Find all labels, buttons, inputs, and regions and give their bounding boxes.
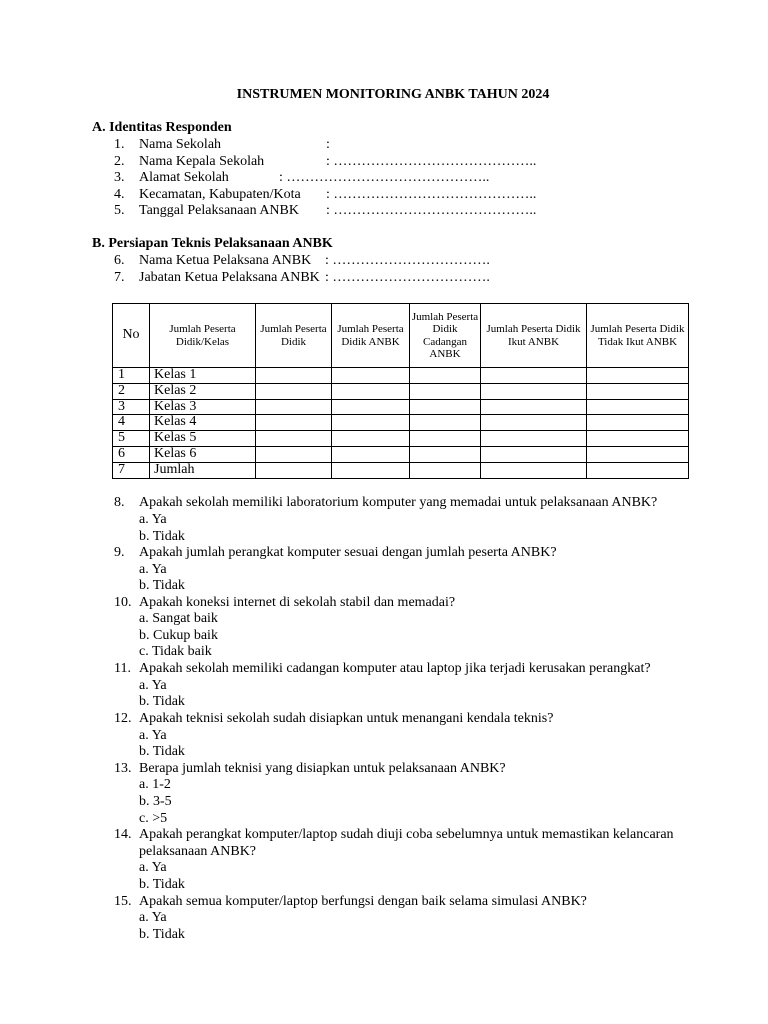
cell-empty[interactable]: [481, 399, 587, 415]
cell-empty[interactable]: [410, 415, 481, 431]
table-row: [113, 368, 689, 384]
question-text-continued: pelaksanaan ANBK?: [139, 843, 257, 859]
question-text: Apakah sekolah memiliki laboratorium komputer yang memadai untuk pelaksanaan ANBK?: [139, 495, 658, 510]
item-number: 7.: [114, 269, 125, 285]
item-label: Alamat Sekolah: [139, 170, 229, 186]
cell-empty[interactable]: [256, 446, 332, 462]
section-b-heading: B. Persiapan Teknis Pelaksanaan ANBK: [92, 236, 333, 251]
header-students: Jumlah Peserta Didik: [256, 304, 332, 368]
cell-empty[interactable]: [481, 431, 587, 447]
cell-empty[interactable]: [481, 383, 587, 399]
item-number: 2.: [114, 153, 125, 169]
cell-empty[interactable]: [587, 399, 689, 415]
question-number: 13.: [114, 760, 132, 776]
header-joined-students: Jumlah Peserta Didik Ikut ANBK: [481, 304, 587, 368]
header-not-joined-students: Jumlah Peserta Didik Tidak Ikut ANBK: [587, 304, 689, 368]
header-anbk-students: Jumlah Peserta Didik ANBK: [332, 304, 410, 368]
cell-empty[interactable]: [332, 368, 410, 384]
answer-option[interactable]: b. Tidak: [139, 877, 185, 892]
row-no: 2: [113, 383, 150, 399]
row-no: 1: [113, 368, 150, 384]
cell-empty[interactable]: [410, 368, 481, 384]
answer-option[interactable]: a. Ya: [139, 512, 167, 527]
row-class: Kelas 4: [150, 415, 256, 431]
row-class: Kelas 3: [150, 399, 256, 415]
row-no: 4: [113, 415, 150, 431]
cell-empty[interactable]: [410, 446, 481, 462]
answer-option[interactable]: a. 1-2: [139, 777, 171, 792]
cell-empty[interactable]: [256, 368, 332, 384]
question-text: Apakah koneksi internet di sekolah stabil dan memadai?: [139, 594, 456, 610]
cell-empty[interactable]: [587, 415, 689, 431]
cell-empty[interactable]: [587, 368, 689, 384]
answer-option[interactable]: a. Ya: [139, 727, 167, 743]
answer-option[interactable]: a. Ya: [139, 860, 167, 875]
table-row: [113, 462, 689, 478]
answer-option[interactable]: b. 3-5: [139, 794, 172, 809]
answer-option[interactable]: a. Ya: [139, 910, 167, 925]
row-no: 6: [113, 446, 150, 462]
cell-empty[interactable]: [256, 431, 332, 447]
cell-empty[interactable]: [481, 446, 587, 462]
answer-option[interactable]: c. >5: [139, 810, 168, 826]
row-class: Jumlah: [150, 462, 256, 478]
item-label: Nama Kepala Sekolah: [139, 153, 265, 169]
document-title: INSTRUMEN MONITORING ANBK TAHUN 2024: [236, 87, 550, 102]
cell-empty[interactable]: [587, 383, 689, 399]
cell-empty[interactable]: [587, 462, 689, 478]
item-number: 1.: [114, 137, 125, 152]
item-number: 5.: [114, 203, 125, 219]
answer-option[interactable]: a. Ya: [139, 677, 167, 693]
cell-empty[interactable]: [332, 399, 410, 415]
answer-option[interactable]: b. Tidak: [139, 528, 185, 544]
item-fill: :: [326, 137, 330, 152]
cell-empty[interactable]: [256, 383, 332, 399]
item-label: Jabatan Ketua Pelaksana ANBK: [139, 269, 320, 285]
cell-empty[interactable]: [587, 446, 689, 462]
item-fill: : ……………………………………..: [326, 153, 537, 169]
row-class: Kelas 2: [150, 383, 256, 399]
cell-empty[interactable]: [481, 368, 587, 384]
header-no: No: [113, 304, 150, 368]
row-no: 5: [113, 431, 150, 447]
item-number: 6.: [114, 253, 125, 268]
question-number: 8.: [114, 495, 125, 510]
item-label: Nama Ketua Pelaksana ANBK: [139, 253, 312, 268]
cell-empty[interactable]: [256, 462, 332, 478]
item-fill: : …………………………….: [325, 253, 490, 268]
item-fill: : …………………………….: [325, 269, 490, 285]
answer-option[interactable]: c. Tidak baik: [139, 644, 212, 659]
question-text: Apakah perangkat komputer/laptop sudah diuji coba sebelumnya untuk memastikan kelancaran: [139, 827, 674, 842]
item-fill: : ……………………………………..: [279, 170, 490, 186]
cell-empty[interactable]: [332, 383, 410, 399]
header-reserve-students: Jumlah Peserta Didik Cadangan ANBK: [410, 304, 481, 368]
table-row: [113, 415, 689, 431]
question-text: Berapa jumlah teknisi yang disiapkan untuk pelaksanaan ANBK?: [139, 760, 506, 776]
row-no: 3: [113, 399, 150, 415]
cell-empty[interactable]: [410, 462, 481, 478]
question-text: Apakah teknisi sekolah sudah disiapkan untuk menangani kendala teknis?: [139, 711, 554, 726]
cell-empty[interactable]: [481, 415, 587, 431]
table-header-row: [113, 304, 689, 368]
cell-empty[interactable]: [410, 383, 481, 399]
question-number: 14.: [114, 827, 132, 842]
item-fill: : ……………………………………..: [326, 186, 537, 202]
cell-empty[interactable]: [332, 415, 410, 431]
cell-empty[interactable]: [410, 431, 481, 447]
question-number: 10.: [114, 594, 132, 610]
table-row: [113, 383, 689, 399]
row-class: Kelas 6: [150, 446, 256, 462]
answer-option[interactable]: b. Tidak: [139, 744, 185, 759]
cell-empty[interactable]: [332, 446, 410, 462]
answer-option[interactable]: b. Tidak: [139, 926, 185, 942]
item-number: 4.: [114, 186, 125, 202]
question-number: 9.: [114, 545, 125, 560]
header-students-per-class: Jumlah Peserta Didik/Kelas: [150, 304, 256, 368]
cell-empty[interactable]: [481, 462, 587, 478]
item-label: Nama Sekolah: [139, 137, 222, 152]
question-text: Apakah jumlah perangkat komputer sesuai dengan jumlah peserta ANBK?: [139, 545, 557, 560]
cell-empty[interactable]: [256, 415, 332, 431]
row-no: 7: [113, 462, 150, 478]
cell-empty[interactable]: [256, 399, 332, 415]
answer-option[interactable]: b. Tidak: [139, 578, 185, 593]
row-class: Kelas 1: [150, 368, 256, 384]
table-row: [113, 399, 689, 415]
table-row: [113, 431, 689, 447]
answer-option[interactable]: a. Sangat baik: [139, 611, 218, 626]
participant-table: [112, 303, 689, 479]
cell-empty[interactable]: [587, 431, 689, 447]
table-row: [113, 446, 689, 462]
question-text: Apakah sekolah memiliki cadangan komputer atau laptop jika terjadi kerusakan perangkat?: [139, 661, 651, 676]
item-number: 3.: [114, 170, 125, 186]
item-label: Kecamatan, Kabupaten/Kota: [139, 186, 301, 202]
item-fill: : ……………………………………..: [326, 203, 537, 219]
answer-option[interactable]: b. Cukup baik: [139, 627, 218, 643]
question-number: 11.: [114, 661, 131, 676]
answer-option[interactable]: b. Tidak: [139, 694, 185, 709]
answer-option[interactable]: a. Ya: [139, 561, 167, 577]
cell-empty[interactable]: [332, 431, 410, 447]
question-text: Apakah semua komputer/laptop berfungsi dengan baik selama simulasi ANBK?: [139, 893, 587, 909]
row-class: Kelas 5: [150, 431, 256, 447]
question-number: 12.: [114, 711, 132, 726]
section-a-heading: A. Identitas Responden: [92, 120, 232, 135]
cell-empty[interactable]: [410, 399, 481, 415]
question-number: 15.: [114, 893, 132, 909]
item-label: Tanggal Pelaksanaan ANBK: [139, 203, 299, 219]
cell-empty[interactable]: [332, 462, 410, 478]
